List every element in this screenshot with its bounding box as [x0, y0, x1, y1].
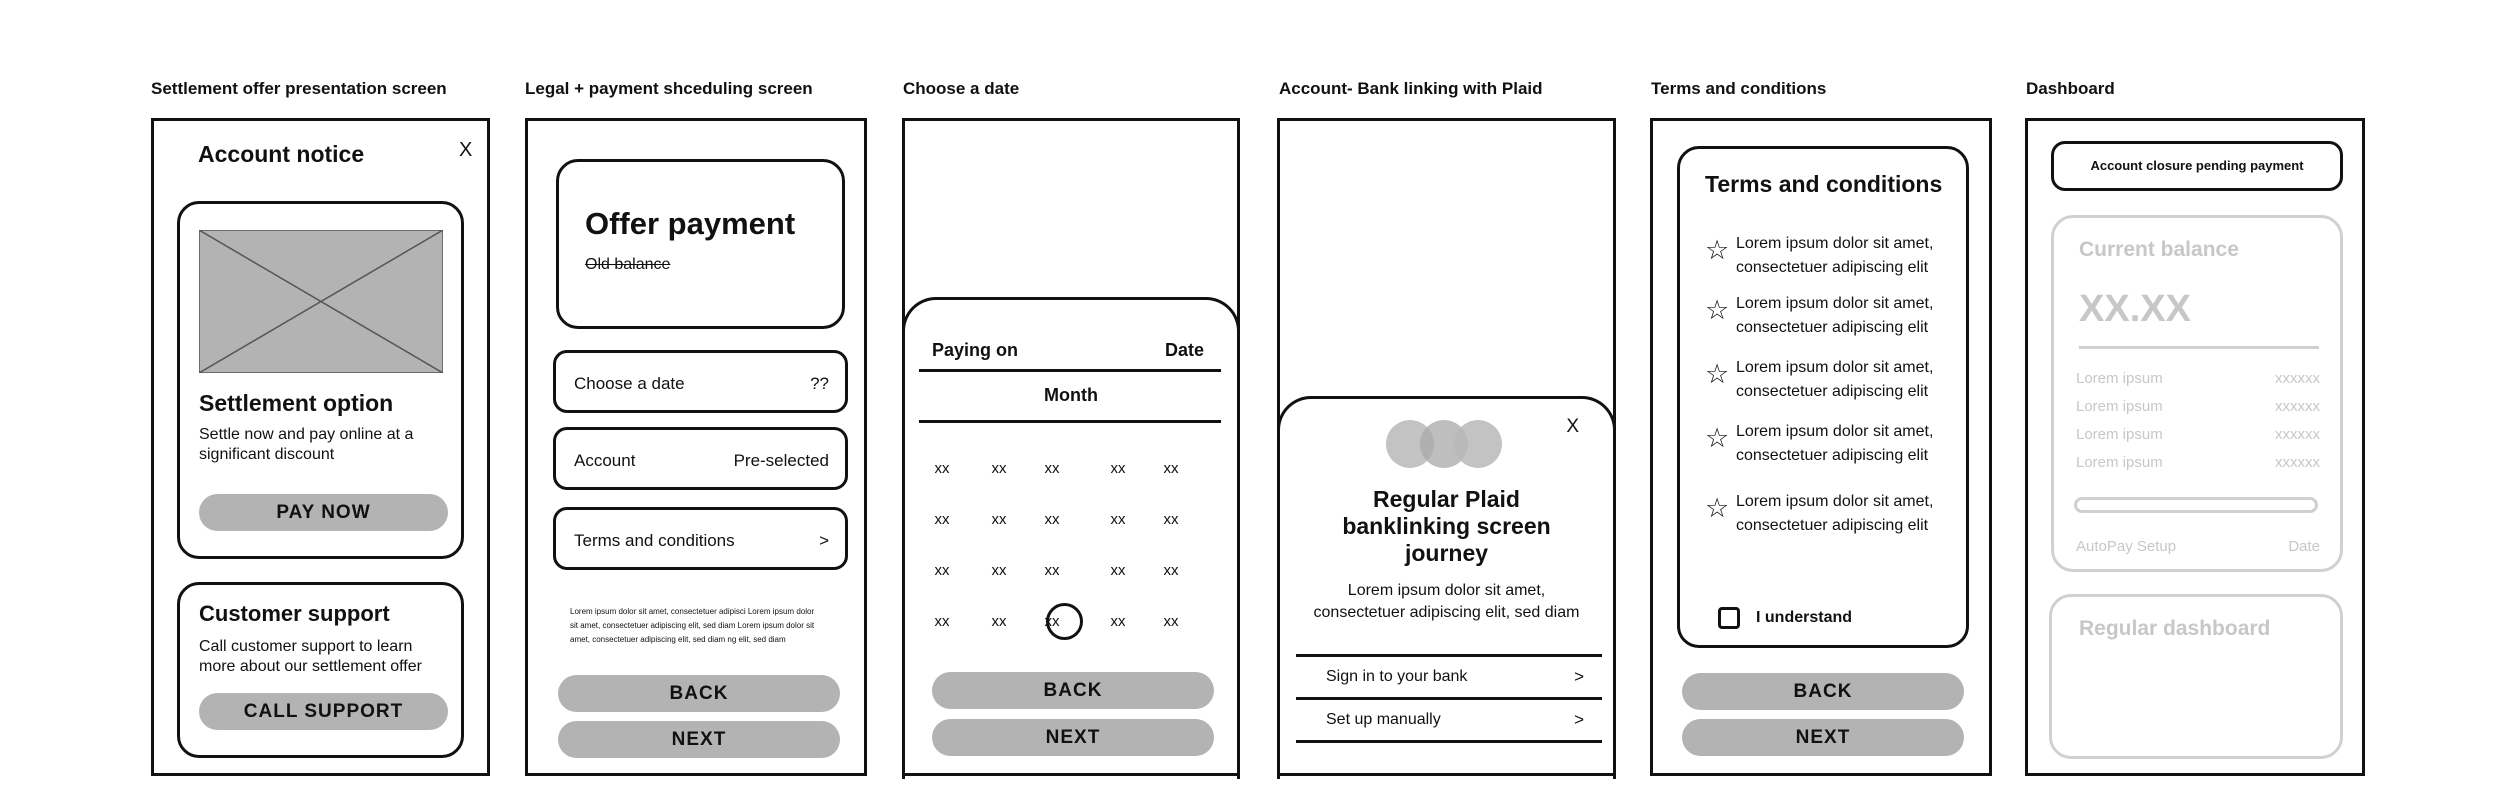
paying-on-label: Paying on	[932, 340, 1019, 360]
plaid-title-line3: journey	[1404, 540, 1489, 566]
calendar-day[interactable]: xx	[1044, 460, 1060, 477]
screen-title-plaid: Account- Bank linking with Plaid	[1279, 79, 1543, 98]
calendar-day[interactable]: xx	[1110, 511, 1126, 528]
plaid-screen	[1277, 118, 1616, 776]
calendar-day[interactable]: xx	[934, 460, 950, 477]
terms-field[interactable]	[553, 507, 848, 570]
close-icon[interactable]: X	[1566, 416, 1579, 437]
divider	[2079, 346, 2319, 349]
sign-in-bank-label: Sign in to your bank	[1326, 668, 1468, 685]
settlement-screen	[151, 118, 490, 776]
settlement-option-desc-line2: significant discount	[199, 446, 335, 463]
term-line2: consectetuer adipiscing elit	[1736, 517, 1929, 534]
screen-title-dashboard: Dashboard	[2026, 79, 2115, 98]
calendar-day[interactable]: xx	[1110, 562, 1126, 579]
balance-value: XX.XX	[2079, 288, 2191, 330]
progress-bar	[2074, 497, 2318, 513]
screen-title-terms: Terms and conditions	[1651, 79, 1827, 98]
calendar-day[interactable]: xx	[991, 511, 1007, 528]
calendar-day[interactable]: xx	[991, 562, 1007, 579]
term-line1: Lorem ipsum dolor sit amet,	[1736, 359, 1934, 376]
regular-dashboard-label: Regular dashboard	[2079, 617, 2271, 640]
plaid-logo-icon	[1384, 418, 1504, 470]
term-line1: Lorem ipsum dolor sit amet,	[1736, 295, 1934, 312]
terms-title: Terms and conditions	[1705, 171, 1943, 197]
balance-row-value: xxxxxx	[2275, 454, 2320, 471]
divider	[919, 369, 1221, 372]
customer-support-desc-line1: Call customer support to learn	[199, 638, 413, 655]
term-line2: consectetuer adipiscing elit	[1736, 383, 1929, 400]
term-line2: consectetuer adipiscing elit	[1736, 447, 1929, 464]
close-icon[interactable]: X	[459, 139, 473, 161]
term-line2: consectetuer adipiscing elit	[1736, 319, 1929, 336]
calendar-day[interactable]: xx	[1110, 460, 1126, 477]
autopay-date: Date	[2288, 538, 2320, 555]
term-line1: Lorem ipsum dolor sit amet,	[1736, 235, 1934, 252]
current-balance-card	[2051, 215, 2343, 572]
legal-payment-screen	[525, 118, 867, 776]
balance-row-label: Lorem ipsum	[2076, 398, 2163, 415]
old-balance-text: Old balance	[585, 256, 671, 273]
understand-label: I understand	[1756, 609, 1853, 626]
calendar-day[interactable]: xx	[1110, 613, 1126, 630]
term-line1: Lorem ipsum dolor sit amet,	[1736, 493, 1934, 510]
choose-date-screen	[902, 118, 1240, 776]
plaid-desc-line1: Lorem ipsum dolor sit amet,	[1347, 582, 1546, 599]
dashboard-screen	[2025, 118, 2365, 776]
call-support-button[interactable]: CALL SUPPORT	[199, 693, 448, 730]
image-placeholder-icon	[199, 230, 443, 373]
calendar-day[interactable]: xx	[1163, 460, 1179, 477]
pay-now-button[interactable]: PAY NOW	[199, 494, 448, 531]
calendar-day[interactable]: xx	[934, 562, 950, 579]
account-notice-heading: Account notice	[198, 141, 365, 167]
account-value: Pre-selected	[733, 451, 829, 470]
screen-title-settlement: Settlement offer presentation screen	[151, 79, 447, 98]
current-balance-label: Current balance	[2079, 238, 2239, 261]
term-line1: Lorem ipsum dolor sit amet,	[1736, 423, 1934, 440]
set-up-manually-option[interactable]	[1296, 700, 1602, 740]
date-label: Date	[1164, 340, 1204, 360]
plaid-title-line1: Regular Plaid	[1373, 486, 1520, 512]
divider	[919, 420, 1221, 423]
month-label: Month	[1044, 385, 1098, 405]
legal-text-line2: sit amet, consectetuer adipiscing elit, sed diam Lorem ipsum dolor sit	[570, 621, 815, 630]
balance-row-value: xxxxxx	[2275, 426, 2320, 443]
regular-dashboard-card	[2049, 594, 2343, 759]
settlement-option-desc-line1: Settle now and pay online at a	[199, 426, 414, 443]
next-button[interactable]: NEXT	[932, 719, 1214, 756]
set-up-manually-label: Set up manually	[1326, 711, 1441, 728]
next-button[interactable]: NEXT	[558, 721, 840, 758]
balance-row-label: Lorem ipsum	[2076, 454, 2163, 471]
offer-payment-title: Offer payment	[585, 206, 796, 241]
balance-row-label: Lorem ipsum	[2076, 426, 2163, 443]
terms-label: Terms and conditions	[574, 531, 735, 550]
term-line2: consectetuer adipiscing elit	[1736, 259, 1929, 276]
autopay-label: AutoPay Setup	[2076, 538, 2177, 555]
calendar-day[interactable]: xx	[1044, 562, 1060, 579]
calendar-day[interactable]: xx	[1163, 562, 1179, 579]
screen-title-legal-payment: Legal + payment shceduling screen	[525, 79, 813, 98]
customer-support-card	[177, 582, 464, 758]
account-closure-banner: Account closure pending payment	[2051, 141, 2343, 191]
understand-checkbox[interactable]	[1718, 607, 1740, 629]
balance-row-label: Lorem ipsum	[2076, 370, 2163, 387]
star-icon: ☆	[1705, 359, 1730, 389]
chevron-right-icon: >	[1574, 710, 1584, 729]
calendar-day[interactable]: xx	[991, 613, 1007, 630]
calendar-day[interactable]: xx	[991, 460, 1007, 477]
account-label: Account	[574, 451, 636, 470]
plaid-title-line2: banklinking screen	[1342, 513, 1551, 539]
star-icon: ☆	[1705, 423, 1730, 453]
sign-in-bank-option[interactable]	[1296, 657, 1602, 697]
account-field[interactable]	[553, 427, 848, 490]
choose-date-value: ??	[810, 374, 829, 393]
settlement-option-card	[177, 201, 464, 559]
offer-payment-card	[556, 159, 845, 329]
star-icon: ☆	[1705, 493, 1730, 523]
chevron-right-icon: >	[1574, 667, 1584, 686]
legal-text-line1: Lorem ipsum dolor sit amet, consectetuer adipisci Lorem ipsum dolor	[570, 607, 815, 616]
calendar-day[interactable]: xx	[934, 613, 950, 630]
choose-date-label: Choose a date	[574, 374, 685, 393]
terms-card	[1677, 146, 1969, 648]
settlement-option-title: Settlement option	[199, 390, 394, 416]
balance-row-value: xxxxxx	[2275, 370, 2320, 387]
customer-support-desc-line2: more about our settlement offer	[199, 658, 422, 675]
star-icon: ☆	[1705, 235, 1730, 265]
customer-support-title: Customer support	[199, 601, 390, 626]
plaid-desc-line2: consectetuer adipiscing elit, sed diam	[1313, 604, 1580, 621]
back-button[interactable]: BACK	[932, 672, 1214, 709]
legal-text-line3: amet, consectetuer adipiscing elit, sed diam ng elit, sed diam	[570, 635, 786, 644]
back-button[interactable]: BACK	[1682, 673, 1964, 710]
balance-row-value: xxxxxx	[2275, 398, 2320, 415]
choose-date-field[interactable]	[553, 350, 848, 413]
chevron-right-icon: >	[819, 531, 829, 550]
selected-date-ring	[1046, 603, 1083, 640]
terms-screen	[1650, 118, 1992, 776]
divider	[1296, 740, 1602, 743]
back-button[interactable]: BACK	[558, 675, 840, 712]
calendar-day[interactable]: xx	[1163, 613, 1179, 630]
screen-title-choose-date: Choose a date	[903, 79, 1020, 98]
next-button[interactable]: NEXT	[1682, 719, 1964, 756]
plaid-sheet	[1277, 396, 1616, 779]
calendar-day[interactable]: xx	[934, 511, 950, 528]
calendar-day[interactable]: xx	[1044, 511, 1060, 528]
calendar-day[interactable]: xx	[1163, 511, 1179, 528]
calendar-day[interactable]: xx	[1044, 613, 1060, 630]
star-icon: ☆	[1705, 295, 1730, 325]
